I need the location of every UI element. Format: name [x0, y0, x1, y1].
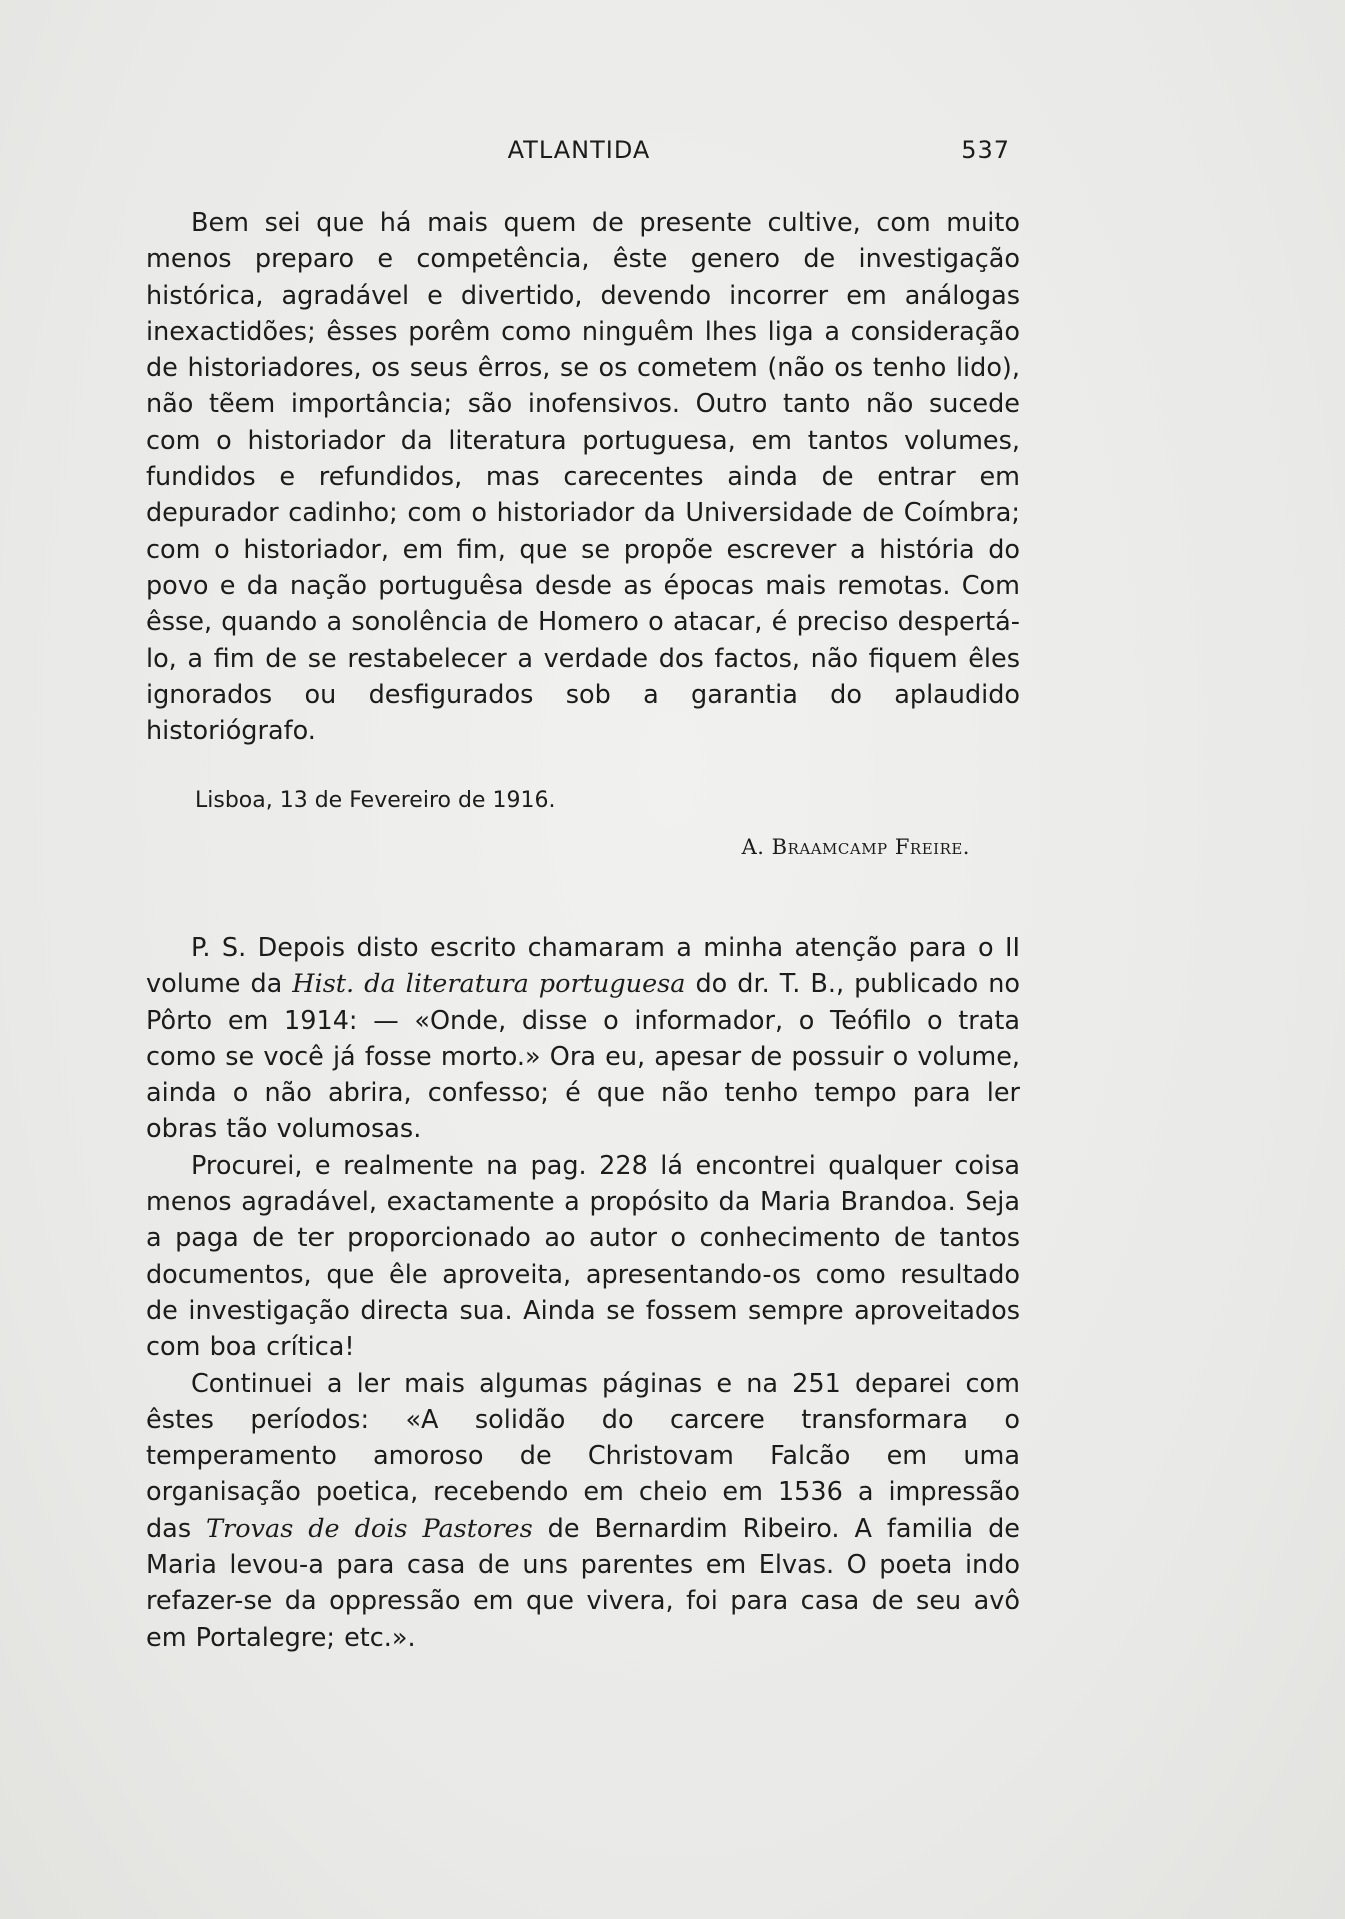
- main-text: [146, 205, 1020, 749]
- text-run: Continuei a ler mais algumas páginas e na 251 deparei com êstes períodos: «A solidão do carcere transformara o temperamento amoroso de Christovam Falcão em uma organisação poetica, recebendo em cheio em 1536 a impressão das: [146, 1368, 1020, 1544]
- postscript-paragraph: [146, 930, 1020, 1148]
- italic-title: Trovas de dois Pastores: [206, 1513, 533, 1544]
- place-date: Lisboa, 13 de Fevereiro de 1916.: [195, 788, 556, 813]
- signature: A. Braamcamp Freire.: [741, 835, 970, 859]
- postscript-paragraph: [146, 1366, 1020, 1656]
- paragraph: Bem sei que há mais quem de presente cultive, com muito menos preparo e competência, êste genero de investigação histórica, agradável e divertido, devendo incorrer em análogas inexactidões; êsses porêm como ninguêm lhes liga a consideração de historiadores, os seus êrros, se os cometem (não os tenho lido), não tẽem importância; são inofensivos. Outro tanto não sucede com o historiador da literatura portuguesa, em tantos volumes, fundidos e refundidos, mas carecentes ainda de entrar em depurador cadinho; com o historiador da Universidade de Coímbra; com o historiador, em fim, que se propõe escrever a história do povo e da nação portuguêsa desde as épocas mais remotas. Com êsse, quando a sonolência de Homero o atacar, é preciso despertá-lo, a fim de se restabelecer a verdade dos factos, não fiquem êles ignorados ou desfigurados sob a garantia do aplaudido historiógrafo.: [146, 208, 1020, 747]
- postscript-paragraph: Procurei, e realmente na pag. 228 lá encontrei qualquer coisa menos agradável, exactamente a propósito da Maria Brandoa. Seja a paga de ter proporcionado ao autor o conhecimento de tantos documentos, que êle aproveita, apresentando-os como resultado de investigação directa sua. Ainda se fossem sempre aproveitados com boa crítica!: [146, 1150, 1020, 1363]
- text-run: de Bernardim Ribeiro. A familia de Maria levou-a para casa de uns parentes em Elvas. O poeta indo refazer-se da oppressão em que vivera, foi para casa de seu avô em Portalegre; etc.».: [146, 1513, 1020, 1653]
- text-run: do dr. T. B., publicado no Pôrto em 1914: — «Onde, disse o informador, o Teófilo o trata como se você já fosse morto.» Ora eu, apesar de possuir o volume, ainda o não abrira, confesso; é que não tenho tempo para ler obras tão volumosas.: [146, 969, 1020, 1145]
- running-header: [148, 136, 1010, 172]
- italic-title: Hist. da literatura portuguesa: [292, 969, 686, 1000]
- postscript: [146, 930, 1020, 1656]
- text-run: P. S. Depois disto escrito chamaram a minha atenção para o II volume da: [146, 933, 1020, 1000]
- running-title: ATLANTIDA: [507, 136, 651, 164]
- page-number: 537: [961, 136, 1010, 164]
